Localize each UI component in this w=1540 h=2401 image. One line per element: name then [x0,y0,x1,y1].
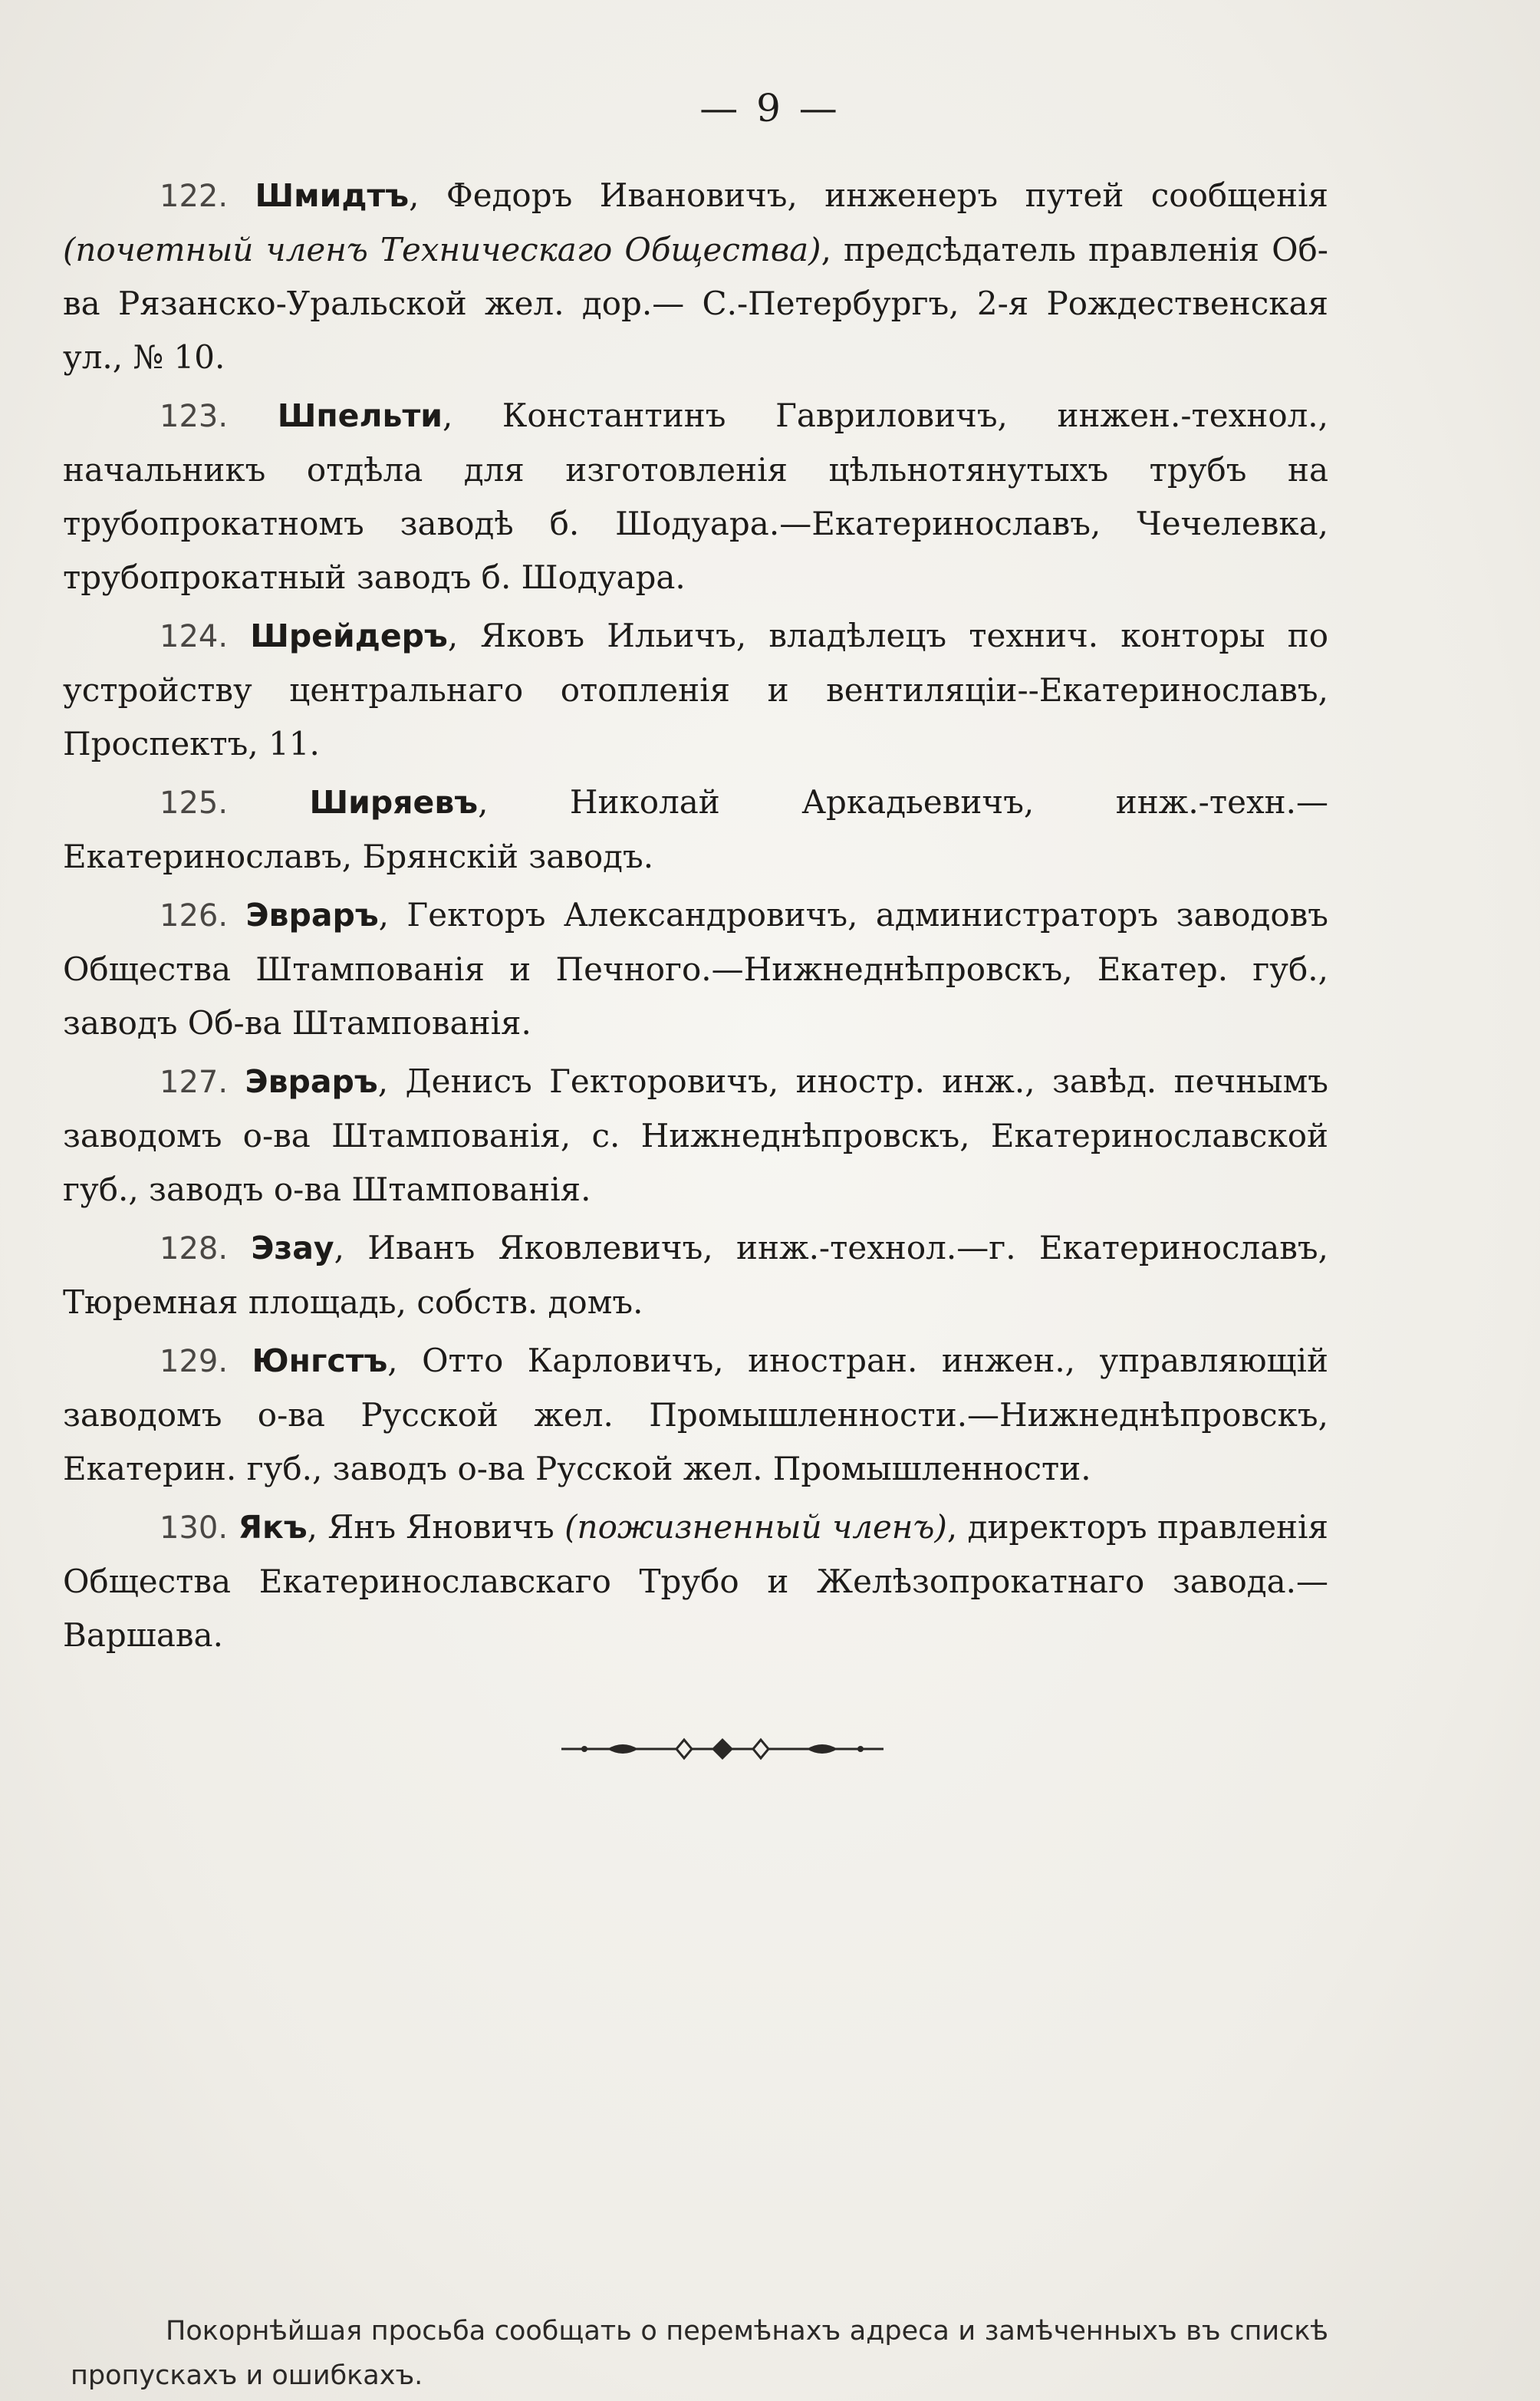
entry-surname: Юнгстъ [252,1342,388,1379]
member-list [63,169,1328,1667]
entry-italic-note: (пожизненный членъ) [564,1508,947,1546]
entry-number: 125. [160,786,229,821]
entry-surname: Эзау [251,1230,334,1266]
entry-surname: Эвраръ [245,1063,378,1100]
entry-number: 128. [160,1231,229,1266]
entry-text: , Янъ Яновичъ [307,1508,565,1546]
entry-text: , Константинъ Гавриловичъ, инжен.-технол., начальникъ отдѣла для изготовленія цѣльнотянутыхъ трубъ на трубопрокатномъ заводѣ б. Шодуара.—Екатеринославъ, Чечелевка, трубопрокатный заводъ б. Шодуара. [63,397,1328,596]
entry-surname: Ширяевъ [309,784,479,821]
entry-surname: Якъ [238,1509,308,1546]
entry-surname: Эвраръ [245,897,379,934]
entry-number: 130. [160,1510,229,1546]
entry-surname: Шрейдеръ [250,618,448,654]
entry-text-rest: , предсѣдатель правленія Об-ва Рязанско-Уральской жел. дор.— С.-Петербургъ, 2-я Рождественская ул., № 10. [63,231,1328,376]
entry-number: 126. [160,898,229,934]
member-entry-124 [63,609,1328,771]
entry-number: 123. [160,399,229,434]
entry-number: 124. [160,619,229,654]
entry-number: 127. [160,1065,229,1100]
member-entry-129 [63,1334,1328,1496]
entry-number: 122. [160,179,229,214]
member-entry-123 [63,389,1328,604]
entry-text-rest: , директоръ правленія Общества Екатеринославскаго Трубо и Желѣзопрокатнаго завода.—Варшава. [63,1508,1328,1654]
entry-text: , Иванъ Яковлевичъ, инж.-технол.—г. Екатеринославъ, Тюремная площадь, собств. домъ. [63,1229,1328,1321]
entry-text: , Денисъ Гекторовичъ, иностр. инж., завѣд. печнымъ заводомъ о-ва Штампованія, с. Нижнеднѣпровскъ, Екатеринославской губ., заводъ о-ва Штампованія. [63,1062,1328,1208]
footnote-request: Покорнѣйшая просьба сообщать о перемѣнахъ адреса и замѣченныхъ въ спискѣ пропускахъ и ошибкахъ. [71,2316,1328,2391]
entry-text: , Гекторъ Александровичъ, администраторъ заводовъ Общества Штампованія и Печного.—Нижнеднѣпровскъ, Екатер. губ., заводъ Об-ва Штампованія. [63,896,1328,1042]
page-number: — 9 — [699,86,841,130]
member-entry-126 [63,888,1328,1050]
entry-text: , Николай Аркадьевичъ, инж.-техн.—Екатеринославъ, Брянскій заводъ. [63,783,1328,875]
member-entry-122 [63,169,1328,384]
member-entry-130 [63,1500,1328,1662]
entry-text: , Отто Карловичъ, иностран. инжен., управляющій заводомъ о-ва Русской жел. Промышленности.—Нижнеднѣпровскъ, Екатерин. губ., заводъ о-ва Русской жел. Промышленности. [63,1342,1328,1487]
entry-surname: Шпельти [277,397,443,434]
entry-text: , Федоръ Ивановичъ, инженеръ путей сообщенія [409,176,1328,214]
section-divider-ornament [561,1735,884,1763]
entry-number: 129. [160,1344,229,1379]
entry-surname: Шмидтъ [255,177,410,214]
member-entry-127 [63,1055,1328,1217]
entry-text: , Яковъ Ильичъ, владѣлецъ технич. конторы по устройству центральнаго отопленія и вентиляціи--Екатеринославъ, Проспектъ, 11. [63,617,1328,762]
member-entry-128 [63,1221,1328,1329]
member-entry-125 [63,776,1328,884]
entry-italic-note: (почетный членъ Техническаго Общества) [63,231,821,268]
